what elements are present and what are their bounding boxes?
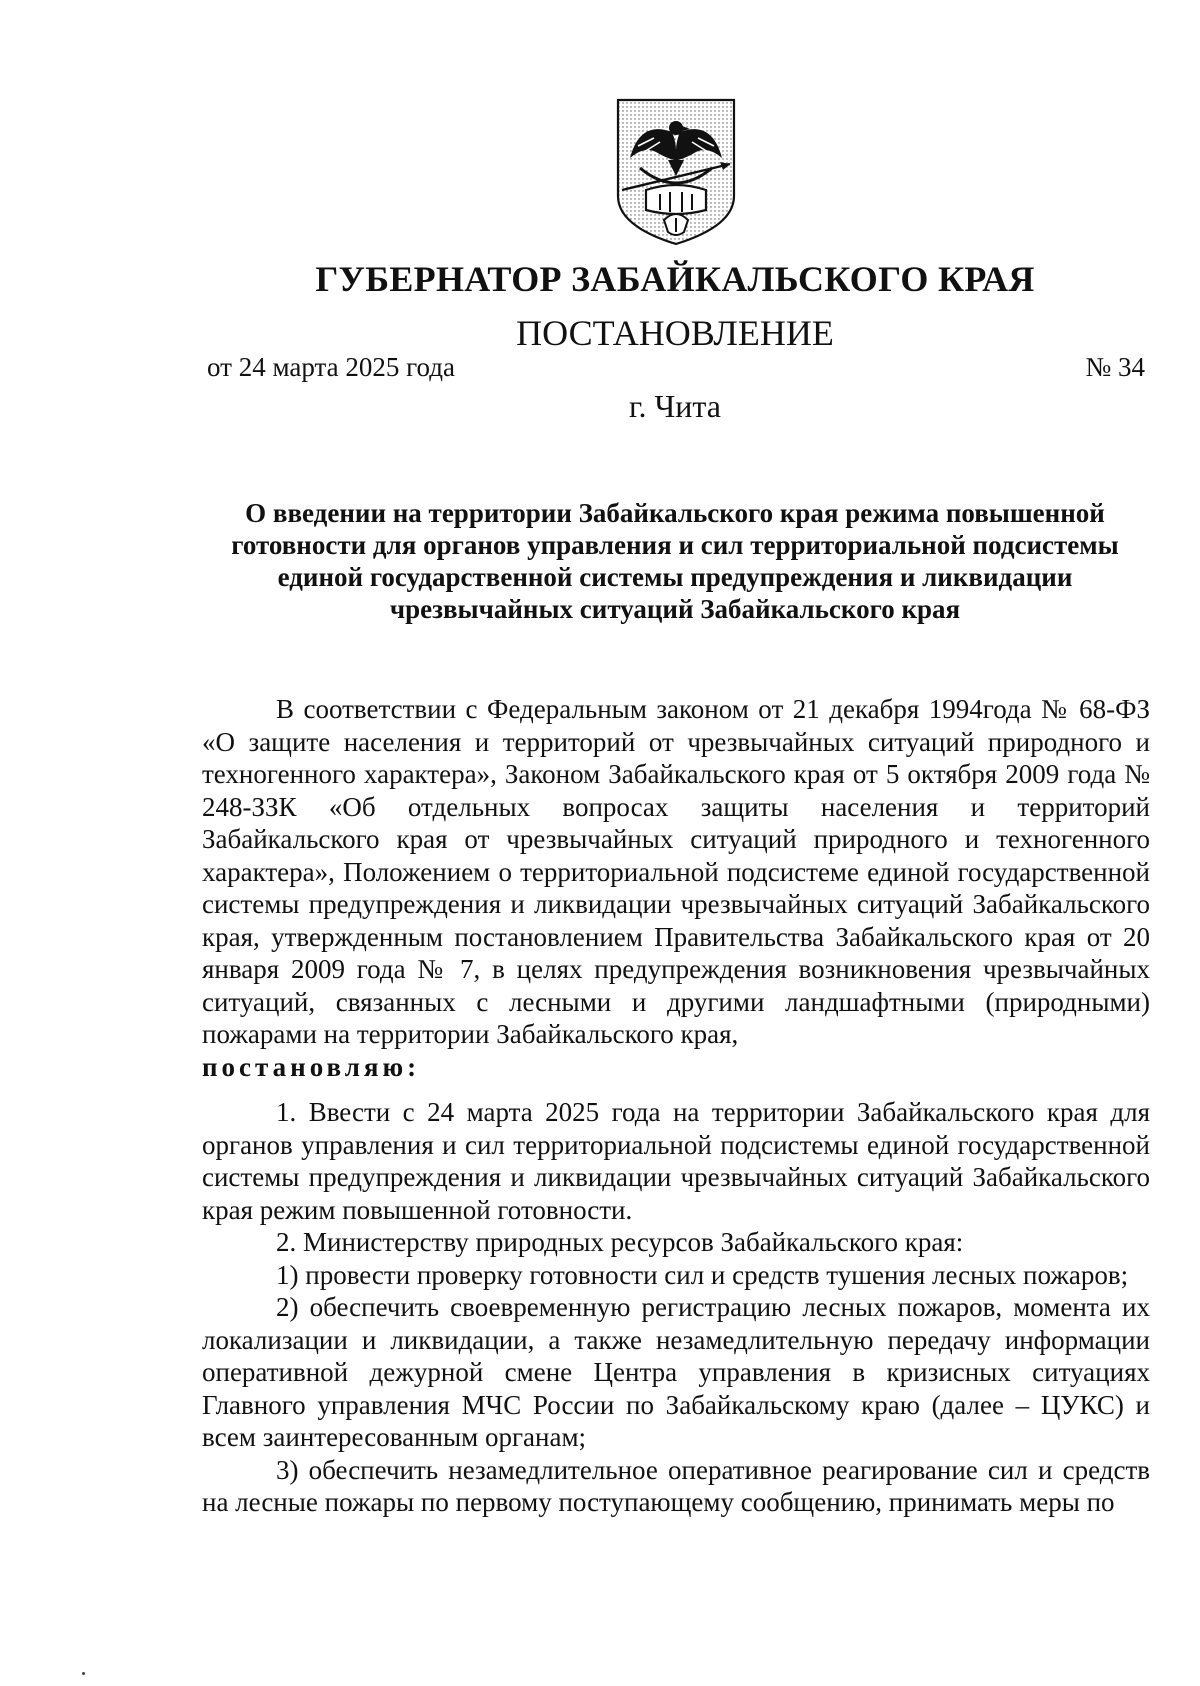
clause-paragraph: 1) провести проверку готовности сил и средств тушения лесных пожаров;: [276, 1259, 1129, 1290]
subject-line: единой государственной системы предупреждения и ликвидации: [277, 562, 1073, 592]
coat-of-arms-icon: [610, 98, 742, 248]
document-city: г. Чита: [628, 388, 721, 424]
clause-paragraph: 2) обеспечить своевременную регистрацию лесных пожаров, момента их локализации и ликвидации, а также незамедлительную передачу информации оперативной дежурной смене Центра управления в кризисных ситуациях Главного управления МЧС России по Забайкальскому краю (далее – ЦУКС) и всем заинтересованным органам;: [202, 1292, 1150, 1452]
document-body: [202, 693, 1150, 1519]
document-number: № 34: [1085, 352, 1145, 382]
document-date: от 24 марта 2025 года: [207, 352, 455, 382]
preamble-text: В соответствии с Федеральным законом от 21 декабря 1994года № 68-ФЗ «О защите населения и территорий от чрезвычайных ситуаций природного и техногенного характера», Законом Забайкальского края от 5 октября 2009 года № 248-ЗЗК «Об отдельных вопросах защиты населения и территорий Забайкальского края от чрезвычайных ситуаций природного и техногенного характера», Положением о территориальной подсистеме единой государственной системы предупреждения и ликвидации чрезвычайных ситуаций Забайкальского края, утвержденным постановлением Правительства Забайкальского края от 20 января 2009 года № 7, в целях предупреждения возникновения чрезвычайных ситуаций, связанных с лесными и другими ландшафтными (природными) пожарами на территории Забайкальского края,: [202, 694, 1150, 1049]
decree-line: [202, 1051, 1150, 1084]
preamble-paragraph: [202, 693, 1150, 1051]
clause-paragraph: 2. Министерству природных ресурсов Забайкальского края:: [276, 1227, 964, 1257]
clause-paragraph: 1. Ввести с 24 марта 2025 года на территории Забайкальского края для органов управления и сил территориальной подсистемы единой государственной системы предупреждения и ликвидации чрезвычайных ситуаций Забайкальского края режим повышенной готовности.: [202, 1097, 1150, 1225]
subject-line: чрезвычайных ситуаций Забайкальского края: [389, 594, 961, 624]
clause-paragraph: 3) обеспечить незамедлительное оперативное реагирование сил и средств на лесные пожары по первому поступающему сообщению, принимать меры по: [202, 1454, 1150, 1517]
decree-word: постановляю:: [202, 1051, 421, 1082]
document-subject: [200, 497, 1150, 625]
document-type: ПОСТАНОВЛЕНИЕ: [516, 313, 834, 353]
subject-line: готовности для органов управления и сил территориальной подсистемы: [231, 530, 1119, 560]
issuer-title: ГУБЕРНАТОР ЗАБАЙКАЛЬСКОГО КРАЯ: [315, 259, 1035, 299]
subject-line: О введении на территории Забайкальского края режима повышенной: [245, 498, 1105, 528]
scan-dot: [82, 1672, 85, 1675]
